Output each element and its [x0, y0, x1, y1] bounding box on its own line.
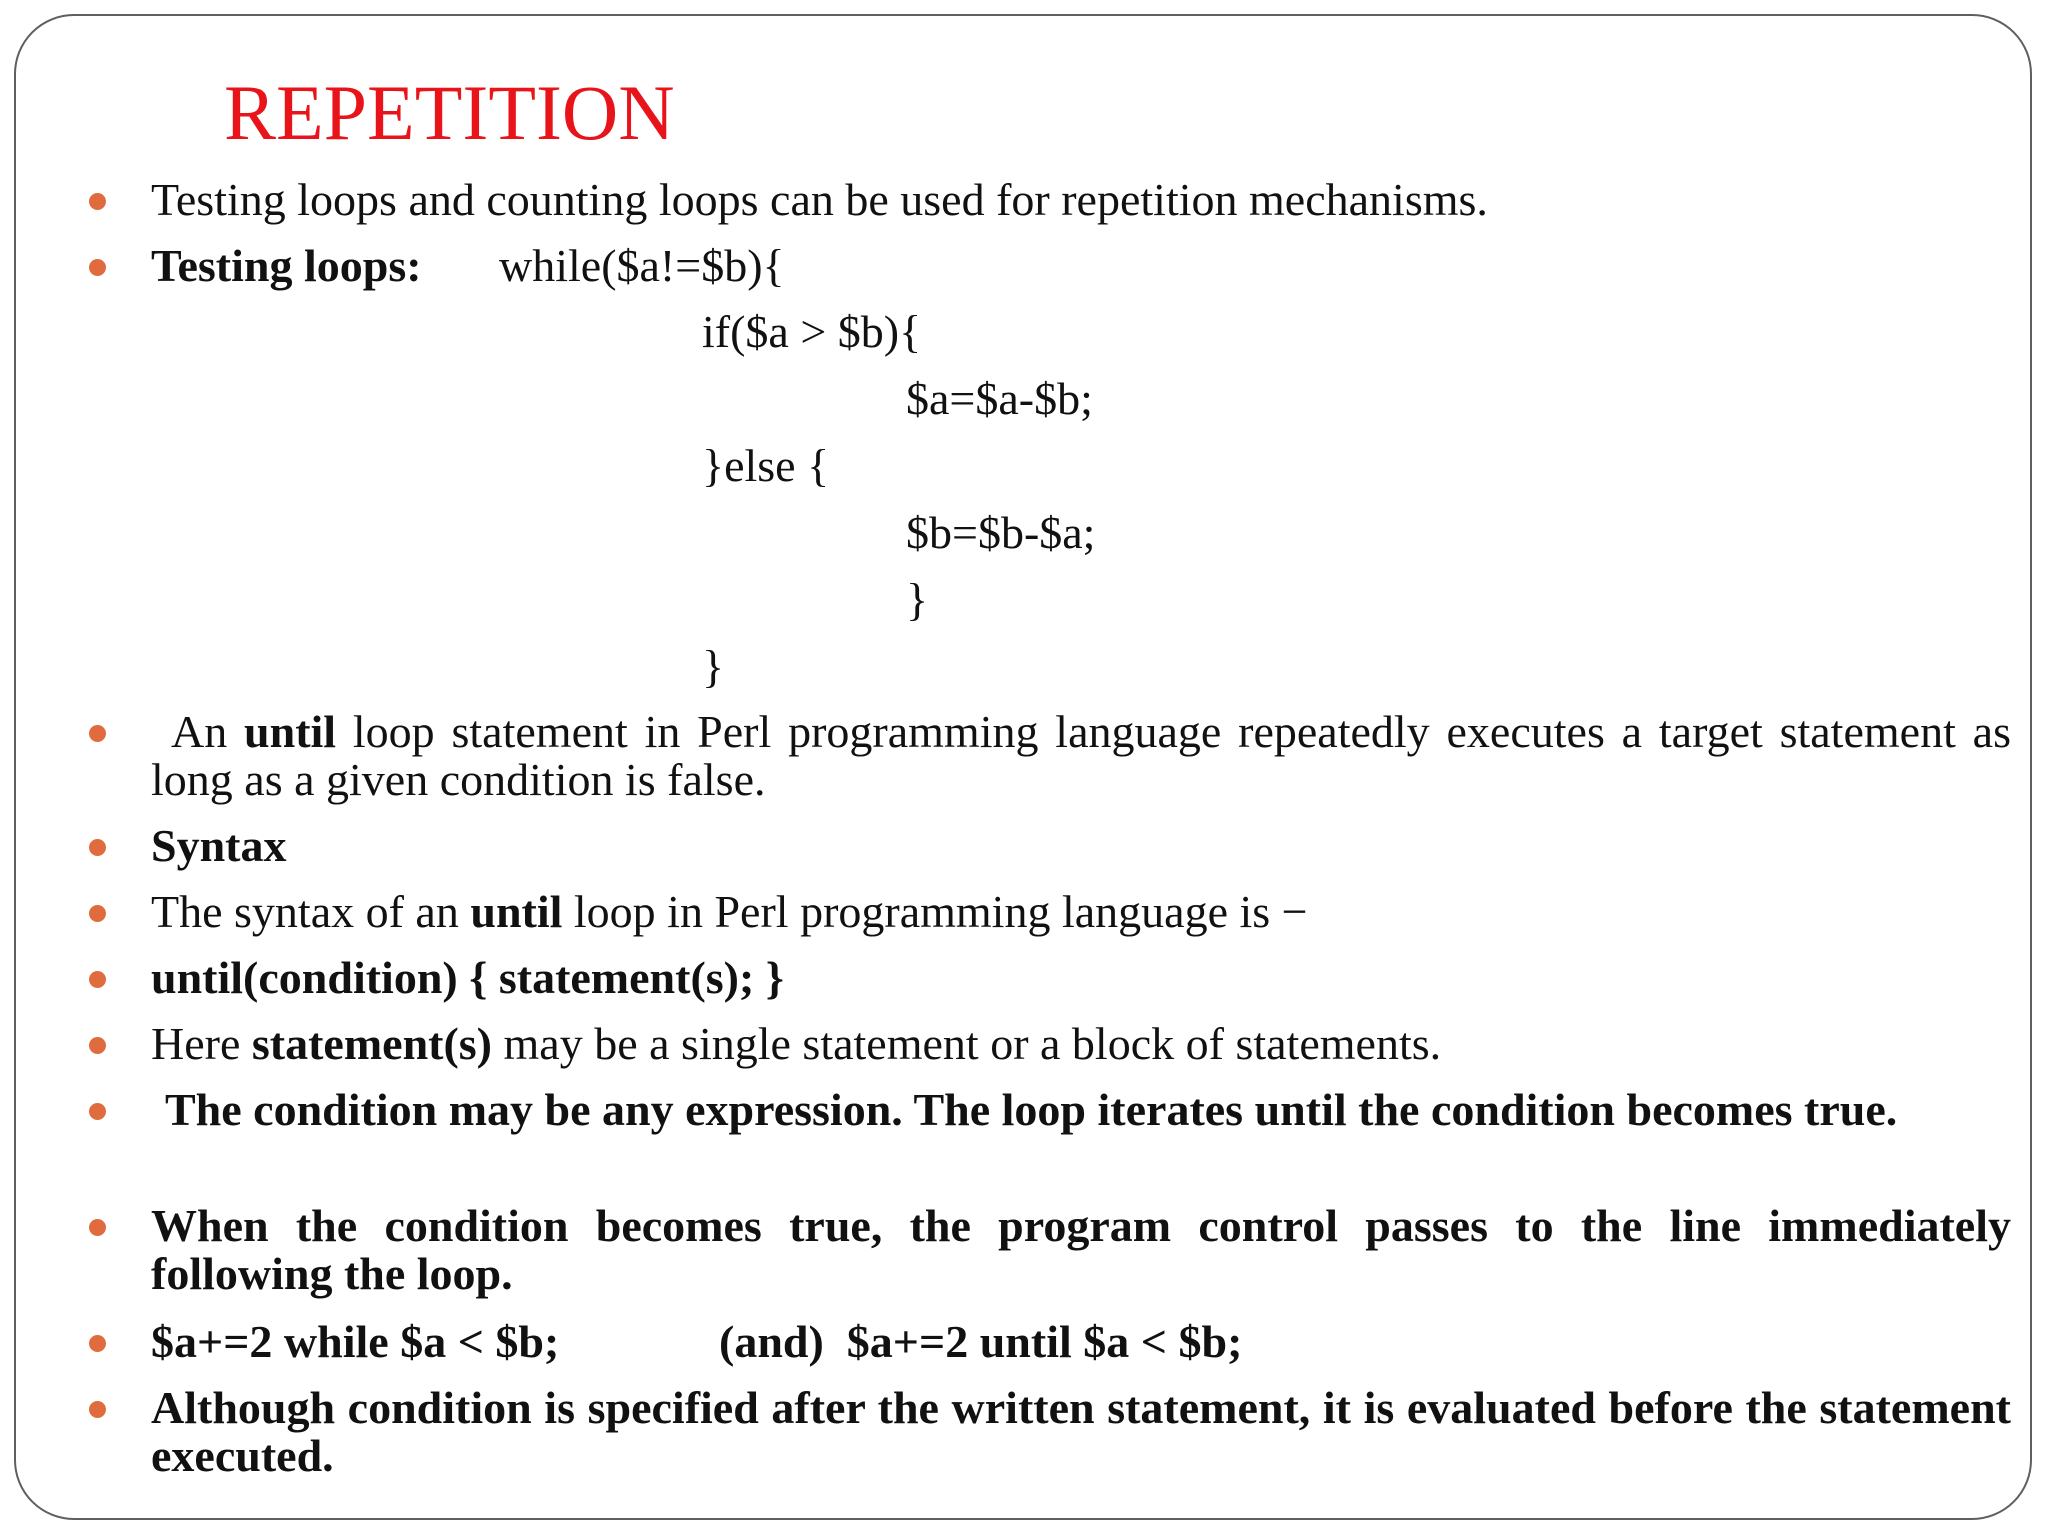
bullet-bold: until(condition) { statement(s); } [151, 952, 784, 1003]
bullet-text-post: may be a single statement or a block of statements. [492, 1018, 1442, 1069]
bullet-item [151, 1020, 2011, 1068]
bullet-text-pre: Here [151, 1018, 252, 1069]
bullet-list [16, 16, 2030, 1518]
bullet-bold: The condition may be any expression. The loop iterates until the condition becomes true. [165, 1084, 1898, 1135]
bullet-text-pre: The syntax of an [151, 886, 471, 937]
bullet-item [151, 242, 2011, 290]
bullet-item [151, 888, 2011, 936]
bullet-bold: until [470, 886, 563, 937]
bullet-text: Testing loops and counting loops can be used for repetition mechanisms. [151, 174, 1488, 225]
code-line: }else { [702, 440, 830, 491]
bullet-bold-label: Testing loops: [151, 240, 422, 291]
bullet-bold: (and) $a+=2 until $a < $b; [719, 1316, 1243, 1367]
bullet-text-post: loop in Perl programming language is − [562, 886, 1308, 937]
bullet-bold: Syntax [151, 820, 287, 871]
code-line: $a=$a-$b; [906, 373, 1093, 424]
bullet-bold: statement(s) [251, 1018, 493, 1069]
bullet-bold: until [244, 706, 337, 757]
code-line: } [702, 641, 725, 692]
bullet-item [151, 822, 2011, 870]
bullet-text-pre: An [171, 706, 245, 757]
code-inline: while($a!=$b){ [499, 240, 785, 291]
slide-title: REPETITION [224, 69, 675, 156]
code-line: if($a > $b){ [702, 306, 922, 357]
code-line: } [906, 574, 929, 625]
bullet-item [151, 708, 2011, 804]
bullet-item [151, 1318, 2011, 1366]
bullet-item [151, 1384, 2011, 1480]
bullet-item [151, 1202, 2011, 1298]
code-line: $b=$b-$a; [906, 507, 1096, 558]
bullet-bold: When the condition becomes true, the program control passes to the line immediately following the loop. [151, 1200, 2011, 1299]
bullet-text-post: loop statement in Perl programming language repeatedly executes a target statement as long as a given condition is false. [151, 706, 2011, 805]
bullet-item [151, 954, 2011, 1002]
bullet-item [151, 1086, 2011, 1134]
bullet-bold: Although condition is specified after the written statement, it is evaluated before the statement executed. [151, 1382, 2011, 1481]
slide-frame [14, 14, 2032, 1520]
bullet-bold: $a+=2 while $a < $b; [151, 1316, 560, 1367]
bullet-item [151, 176, 2011, 224]
